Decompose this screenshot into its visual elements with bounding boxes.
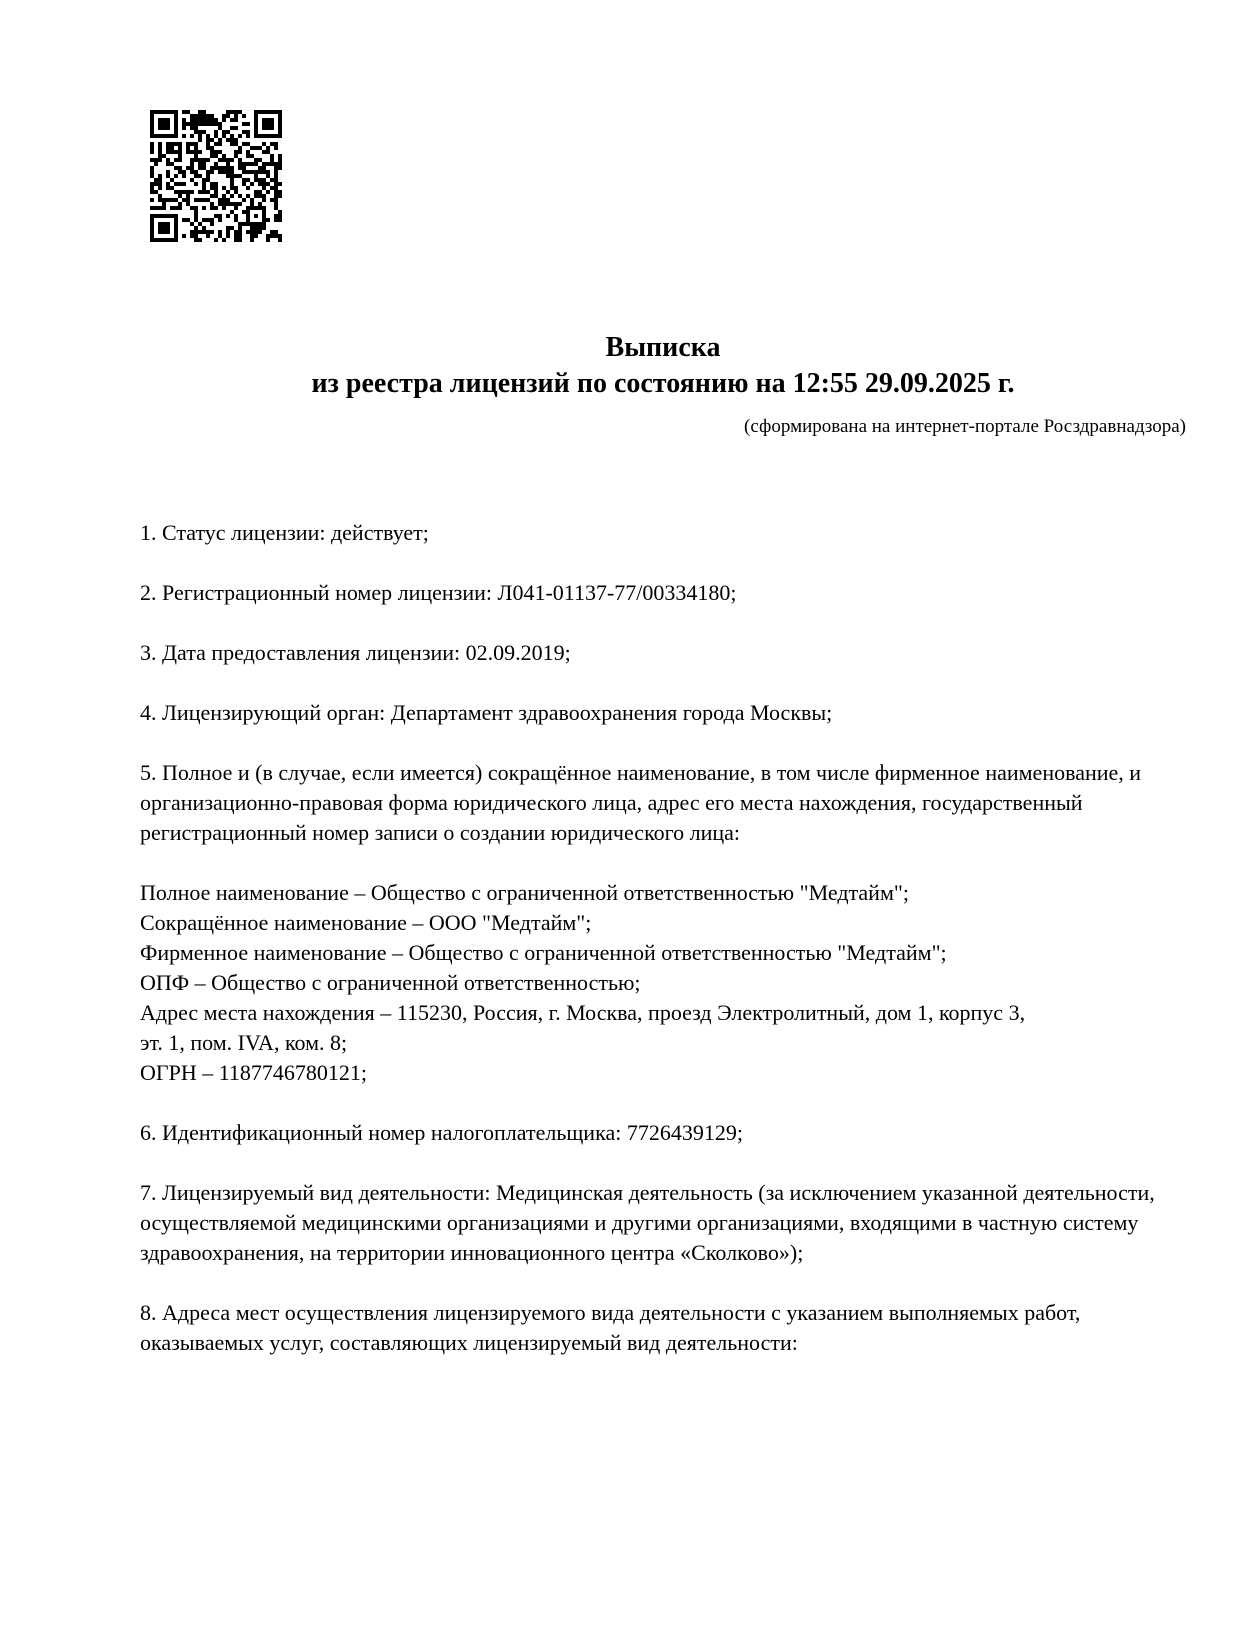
title-line-2: из реестра лицензий по состоянию на 12:55 29.09.2025 г. bbox=[311, 368, 1015, 399]
paragraph-licensing-authority: 4. Лицензирующий орган: Департамент здравоохранения города Москвы; bbox=[140, 700, 833, 725]
detail-line-address-cont: эт. 1, пом. IVA, ком. 8; bbox=[140, 1030, 348, 1055]
document-body bbox=[140, 518, 1186, 1358]
detail-line-full-name: Полное наименование – Общество с ограниченной ответственностью "Медтайм"; bbox=[140, 880, 909, 905]
paragraph-licensed-activity: 7. Лицензируемый вид деятельности: Медицинская деятельность (за исключением указанной деятельности, осуществляемой медицинскими организациями и другими организациями, входящими в частную систему здравоохранения, на территории инновационного центра «Сколково»); bbox=[140, 1180, 1155, 1265]
paragraph-license-status: 1. Статус лицензии: действует; bbox=[140, 520, 429, 545]
paragraph-registration-number: 2. Регистрационный номер лицензии: Л041-01137-77/00334180; bbox=[140, 580, 737, 605]
title-line-1: Выписка bbox=[605, 332, 721, 363]
paragraph-inn: 6. Идентификационный номер налогоплательщика: 7726439129; bbox=[140, 1120, 743, 1145]
detail-line-address: Адрес места нахождения – 115230, Россия, г. Москва, проезд Электролитный, дом 1, корпус 3, bbox=[140, 1000, 1026, 1025]
document-subtitle: (сформирована на интернет-портале Росздравнадзора) bbox=[744, 416, 1186, 437]
company-details bbox=[140, 878, 1186, 1088]
detail-line-ogrn: ОГРН – 1187746780121; bbox=[140, 1060, 368, 1085]
paragraph-company-names-intro: 5. Полное и (в случае, если имеется) сокращённое наименование, в том числе фирменное наименование, и организационно-правовая форма юридического лица, адрес его места нахождения, государственный регистрационный номер записи о создании юридического лица: bbox=[140, 760, 1142, 845]
document-title bbox=[140, 330, 1186, 402]
paragraph-activity-addresses-intro: 8. Адреса мест осуществления лицензируемого вида деятельности с указанием выполняемых работ, оказываемых услуг, составляющих лицензируемый вид деятельности: bbox=[140, 1300, 1081, 1355]
paragraph-license-date: 3. Дата предоставления лицензии: 02.09.2019; bbox=[140, 640, 571, 665]
document-content bbox=[140, 0, 1186, 1358]
detail-line-brand-name: Фирменное наименование – Общество с ограниченной ответственностью "Медтайм"; bbox=[140, 940, 947, 965]
detail-line-short-name: Сокращённое наименование – ООО "Медтайм"; bbox=[140, 910, 592, 935]
detail-line-legal-form: ОПФ – Общество с ограниченной ответственностью; bbox=[140, 970, 641, 995]
